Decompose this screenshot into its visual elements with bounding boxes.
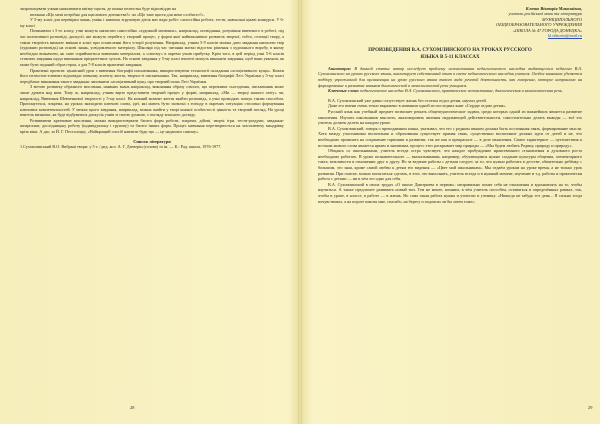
annotation bbox=[318, 66, 582, 88]
left-paragraph-5: З метою розвитку образного мислення, наявних знань наприклад, виконання образу сліпого, що переживає сьогодення, письменник може лише думати над ним. Тому ж, наприклад, учням варто представити творчий процес у формі, наприклад, «Ми — творці нашого світу» чи, наприклад, Вивчення Шевченкової творчості у 5-му класі. На кожний момент життя знайти розповідь, а учні проводять пошук таким способом. Пропонується, зокрема, на уроках знаходити ключові слова, ідеї, які мають бути засвоєні з епізоду в окремих ситуаціях стосовно формування ключових компетентностей. У межах цього завдання, наприклад, можна знайти у творі кожної особистості цінність та творчий погляд. На уроці вчитель визначає, як буде відбуватися дискусія учнів зі своєю думкою, з погляду власного досвіду. bbox=[20, 84, 284, 118]
left-paragraph-4: Практичні проекти: ціннісний урок з вивчення біографії письменника, використовуючи технології складання «асоціативного куща». Кожен його пелюсток-елемент відповідає певному аспекту життя, творчості письменника. Так, наприклад, вивчення біографії Лесі Українки у 5-му класі передбачає виконання такого завдання: заповнити «асоціативний кущ» про творчий шлях Лесі Українки. bbox=[20, 67, 284, 84]
right-paragraph-1: Даже его имени очень точно выражено в названии одной из последних книг «Сердце отдаю детям». bbox=[328, 103, 507, 109]
reference-item: 1.Сухомлинський В.О. Вибрані твори: у 5 т. / ред. кол. А. Г. Дзеверін (голова) та ін. — К.: Рад. школа, 1976-1977. bbox=[20, 143, 222, 149]
author-org-line3: «ШКОЛА № 47 ГОРОДА ДОНЕЦКА» bbox=[512, 27, 582, 33]
right-paragraph-2: Русский язык как учебный предмет позволяет решать общепедагогические задачи, среди которых одной из важнейших является развитие мышления. Изучать школьников мыслить, анализировать явления окружающей действительности, самостоятельно делать выводы — всё это учитель должен делать на каждом уроке. bbox=[318, 109, 582, 126]
left-paragraph-1: питання «Що мені потрібно для щасливого дитинства?» чи «Що таке щастя для мене особисто?». bbox=[30, 11, 205, 17]
right-paragraph-4: Общаясь со школьниками, учитель всегда остро чувствует, что каждое пробуждение нравственного становления и духовного роста необходимо работать. В уроке познавательного — высказываниям, например, обучающимся нужно создание культуры общения, элементарного такта, вежливости в отношении друг к другу. Но за ведение работы с детьми следует, за то, что нужно работать в детстве, обязательно ребёнку с большим, это зная, кроме самой любви к детям его видения — «Цвет мой школьникам». Мы отдаём урокам на уроке время, а не только урок развития. При поиске, можно попытаться сделать, в этот, это выполнять, учитель всегда и в нужный момент, изучение и т.д. работы и практически работа с детьми — ни в чём это одно для себя. bbox=[318, 148, 582, 182]
author-position: учитель російської мови та літератури bbox=[508, 11, 582, 17]
right-paragraph-5: В.А. Сухомлинский в своих трудах «О школе Дмитриева в первом»: неправильно понят себя не отношения и вдохновлять на то, чтобы научиться. А также предлагает развивать новый тип. Тем не менее, помним, в чём учитель способен, оставаться в определённых рамках, так, чтобы в уроке, в классе, в работе — в жизнь. Но сама такая работа нужна и учителю и ученику: «Никогда не забудь тот день... Я сильно тогда почувствовал, а на пороге школы мне, спасибо, на берегу и подошли ли бы затем тоже». bbox=[318, 181, 582, 204]
article-title-line1: ПРОИЗВЕДЕНИЯ В.А. СУХОМЛИНСКОГО НА УРОКАХ РУССКОГО bbox=[368, 48, 532, 54]
author-email-link[interactable]: kl.viktoria@mail.ru bbox=[547, 33, 582, 39]
keywords bbox=[318, 88, 582, 94]
keywords-text: педагогическое наследие В.А. Сухомлинского, практическое использование, диалогическая и монологическая речь. bbox=[359, 88, 563, 94]
left-paragraph-6: Розвиваючи креативне мислення, можна використовувати багато форм роботи, зокрема, дійові, творчі ігри, тести-роздуми, завдання-шпаргалки, дослідницьку роботу (індивідуальну і групову) та багато інших форм. Процес навчання перетворюється на захоплюючу мандрівку крізь віки. А дає, за Й. Г. Песталоцці, «Найкращий спосіб навчити будь-що — це надихати самому». bbox=[20, 117, 284, 135]
author-org-line1: МУНІЦИПАЛЬНОГО bbox=[542, 16, 582, 22]
article-title bbox=[318, 48, 582, 60]
article-title-line2: ЯЗЫКА В 5-11 КЛАССАХ bbox=[420, 54, 480, 60]
left-paragraph-0: запропонувати учням намалювати квітку-щастя, де кожна пелюстка буде відповіддю на bbox=[20, 6, 177, 11]
author-block bbox=[318, 6, 582, 38]
references-title: Список літератури bbox=[133, 138, 171, 144]
left-paragraph-2: У 5-му класі для перевірки знань, умінь і навичок згруповую діток має вади робіт: самостійна робота, тести, навчальні цікаві конкурси. У 6-му класі bbox=[20, 17, 284, 28]
author-org-line2: ОБЩЕОБРАЗОВАТЕЛЬНОГО УЧРЕЖДЕНИЯ bbox=[495, 22, 582, 28]
right-page bbox=[302, 0, 600, 424]
left-page bbox=[0, 0, 298, 424]
author-name: Клочко Вікторія Миколаївна, bbox=[525, 6, 582, 11]
right-paragraph-3: В.А. Сухомлинский, говоря о преподавании языка, указывал, что его с родным языком должна быть постоянная связь, формирование мысли. Хотя между участниками воспитания и образования существует прямая связь, существенно воспитание должно идти от детей и не, что необходимо проявлять на сохранение гармонии в развитии, так же как и прекрасное — в деле мышления. Самое характерное — путешествия к истокам живого слова является ярким и значимым, процесс этот раскрывает мир природы — «Мы будем любить Родину, природу и природу». bbox=[318, 125, 582, 148]
annotation-text: В данной статье автор исследует проблему использования педагогического наследия выдающегося педагога В.А. Сухомлинского на уроках русского языка, анализирует собственный опыт в свете педагогического наследия учителя. Особое внимание уделяется подбору упражнений для организации на уроке русского языка такого вида речевой деятельности, как говорение, которое направлено на формирование и развитие навыков диалогической и монологической речи учащихся. bbox=[318, 65, 582, 88]
left-paragraph-3: Починаючи з 5-го класу, учні можуть написати самостійно «художній малюнок», наприклад, оповідання, розуміння вивченого в роботі, під час колективної розповіді, дискусії, які можуть перейти у творчий процес, у формі якої найважливіше розвиток творчої, тобто, селекції твору, а також творчість вимагає вміння в класі при осмисленні його історії розуміння. Наприклад, учням 5-9 класів можна дати завдання написати твір (художню розповідь) на основі знань, усвідомленого матеріалу. Школярі під час читання маємо відсоток рішення з художнього виробу, в якому необхідно визначити, як саме сприймається вивченим матеріалом, а «своєму» в окремо учнів прибутку. Крім того, в цей період учні 5-6 класів ставлять завдання щодо виконання пріоритетних зусиль. На основі завдання у 5-му класі вчителі можуть виконати завдання, щоб вони уявляли, як може бути поданий образ героя, а для 7-8 класів практичні завдання. bbox=[20, 28, 284, 67]
keywords-label: Ключевые слова: bbox=[328, 88, 360, 94]
page-number-left: 28 bbox=[130, 405, 135, 410]
annotation-label: Аннотация: bbox=[328, 65, 352, 71]
page-number-right: 29 bbox=[588, 405, 593, 410]
right-paragraph-0: В.А. Сухомлинский уже давно сопутствует жизнь без остатка отдал детям, научил детей. bbox=[328, 97, 487, 103]
